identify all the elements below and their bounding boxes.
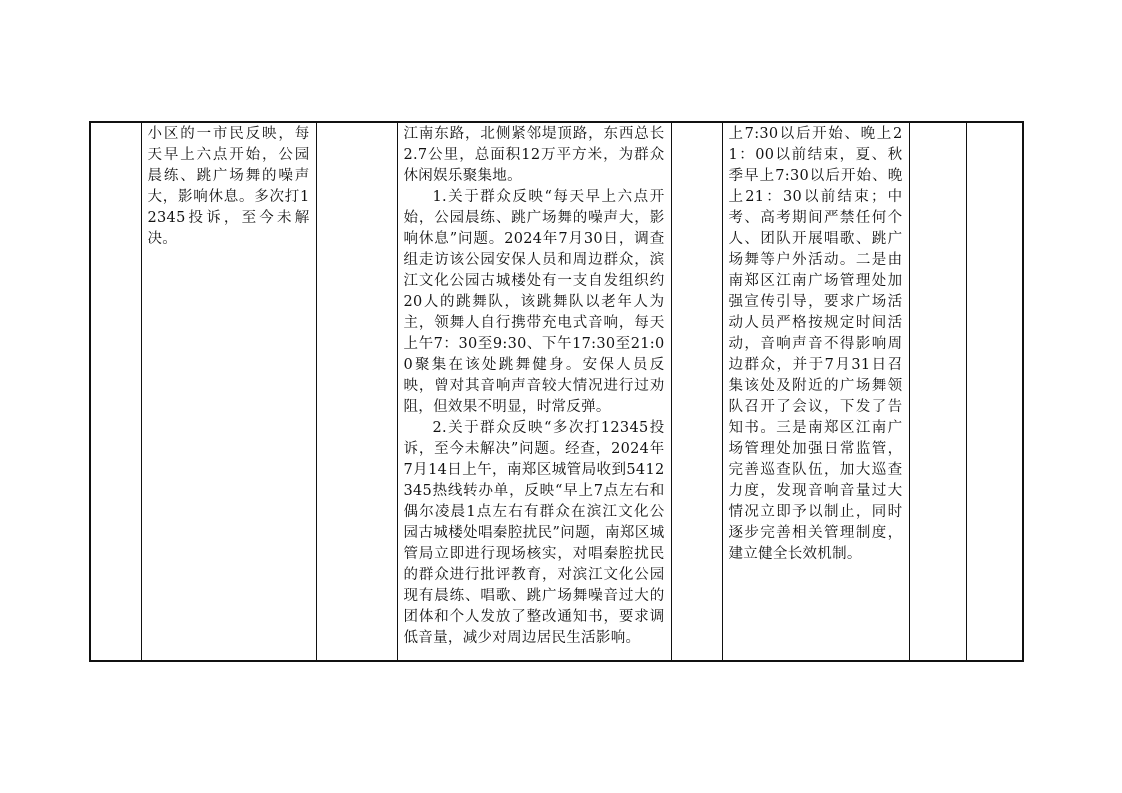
table-row (90, 122, 1023, 661)
investigation-text (398, 123, 671, 649)
report-table (89, 121, 1024, 662)
index-text (91, 123, 141, 124)
cell-complaint (141, 122, 316, 661)
cell-column-7 (909, 122, 966, 661)
investigation-paragraph: 1.关于群众反映“每天早上六点开始，公园晨练、跳广场舞的噪声大，影响休息”问题。2024年7月30日，调查组走访该公园安保人员和周边群众，滨江文化公园古城楼处有一支自发组织约20人的跳舞队，该跳舞队以老年人为主，领舞人自行携带充电式音响，每天上午7：30至9:30、下午17:30至21:00聚集在该处跳舞健身。安保人员反映，曾对其音响声音较大情况进行过劝阻，但效果不明显，时常反弹。 (403, 189, 665, 415)
rectification-text: 上7:30以后开始、晚上21：00以前结束，夏、秋季早上7:30以后开始、晚上21：30以前结束；中考、高考期间严禁任何个人、团队开展唱歌、跳广场舞等户外活动。二是由南郑区江南广场管理处加强宣传引导，要求广场活动人员严格按规定时间活动，音响声音不得影响周边群众，并于7月31日召集该处及附近的广场舞领队召开了会议，下发了告知书。三是南郑区江南广场管理处加强日常监管，完善巡查队伍，加大巡查力度，发现音响音量过大情况立即予以制止，同时逐步完善相关管理制度，建立健全长效机制。 (728, 126, 903, 562)
cell-index (90, 122, 141, 661)
column-3-text (317, 123, 397, 124)
cell-column-8 (966, 122, 1023, 661)
column-8-text (967, 123, 1023, 124)
cell-column-3 (316, 122, 397, 661)
cell-investigation (397, 122, 671, 661)
cell-column-5 (671, 122, 722, 661)
column-5-text (672, 123, 722, 124)
investigation-paragraph: 2.关于群众反映“多次打12345投诉，至今未解决”问题。经查，2024年7月14日上午，南郑区城管局收到5412345热线转办单，反映“早上7点左右和偶尔凌晨1点左右有群众在滨江文化公园古城楼处唱秦腔扰民”问题，南郑区城管局立即进行现场核实，对唱秦腔扰民的群众进行批评教育，对滨江文化公园现有晨练、唱歌、跳广场舞噪音过大的团体和个人发放了整改通知书，要求调低音量，减少对周边居民生活影响。 (403, 420, 665, 646)
investigation-paragraph: 江南东路，北侧紧邻堤顶路，东西总长2.7公里，总面积12万平方米，为群众休闲娱乐聚集地。 (403, 126, 665, 184)
complaint-text: 小区的一市民反映，每天早上六点开始，公园晨练、跳广场舞的噪声大，影响休息。多次打12345投诉，至今未解决。 (147, 126, 310, 247)
column-7-text (910, 123, 966, 124)
cell-rectification (722, 122, 909, 661)
